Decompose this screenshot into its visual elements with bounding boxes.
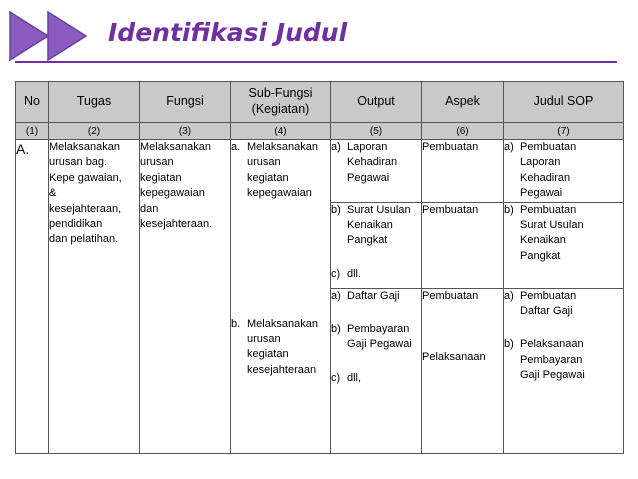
- text-line: Kenaikan: [520, 234, 566, 247]
- sop-table: [15, 81, 624, 454]
- text-line: Pegawai: [520, 187, 563, 200]
- list-marker: b): [331, 203, 341, 216]
- text-line: Pembuatan: [520, 289, 577, 302]
- text-line: dll.: [347, 267, 362, 280]
- col-number: (5): [331, 123, 422, 140]
- list-item: [504, 337, 623, 383]
- text-line: urusan bag.: [49, 156, 108, 169]
- page-title: Identifikasi Judul: [108, 18, 348, 47]
- aspek-value: Pembuatan: [422, 289, 479, 302]
- text-line: urusan: [140, 156, 174, 169]
- text-line: kegiatan: [140, 171, 182, 184]
- text-line: Surat Usulan: [520, 218, 584, 231]
- cell-aspek: [422, 140, 504, 203]
- header-row: [16, 82, 624, 123]
- cell-output: [331, 140, 422, 203]
- header-aspek: Aspek: [422, 82, 504, 123]
- cell-judul-sop: [504, 288, 624, 453]
- cell-tugas: [49, 140, 140, 454]
- list-marker: a): [331, 289, 341, 302]
- text-line: Laporan: [347, 141, 388, 153]
- text-line: Daftar Gaji: [520, 304, 573, 317]
- cell-no: A.: [16, 140, 49, 454]
- list-item: [331, 289, 421, 304]
- text-line: kegiatan: [247, 171, 289, 184]
- list-item: [331, 140, 421, 186]
- text-line: Pembayaran: [347, 322, 410, 335]
- text-line: dan pelatihan.: [49, 233, 119, 246]
- col-number: (4): [231, 123, 331, 140]
- header-tugas: Tugas: [49, 82, 140, 123]
- subfungsi-item-b: b. Melaksanakan urusan kegiatan kesejahteraan: [231, 317, 330, 379]
- text-line: urusan: [247, 156, 281, 169]
- cell-fungsi: [140, 140, 231, 454]
- text-line: Laporan: [520, 156, 561, 169]
- list-marker: a): [331, 141, 341, 153]
- text-line: urusan: [247, 332, 281, 345]
- text-line: dll,: [347, 371, 362, 384]
- cell-judul-sop: [504, 202, 624, 288]
- text-line: Pembayaran: [520, 353, 583, 366]
- text-line: Kehadiran: [520, 171, 571, 184]
- text-line: Melaksanakan: [49, 141, 120, 153]
- text-line: Pangkat: [520, 249, 561, 262]
- cell-judul-sop: [504, 140, 624, 203]
- col-number: (1): [16, 123, 49, 140]
- header-no: No: [16, 82, 49, 123]
- subfungsi-item-a: a. Melaksanakan urusan kegiatan kepegawaian: [231, 140, 330, 202]
- list-item: [504, 289, 623, 320]
- text-line: Gaji Pegawai: [347, 338, 412, 351]
- cell-subfungsi: [231, 140, 331, 454]
- text-line: kegiatan: [247, 348, 289, 361]
- table-row: [16, 140, 624, 203]
- text-line: Pelaksanaan: [520, 338, 584, 351]
- col-number: (6): [422, 123, 504, 140]
- text-line: Daftar Gaji: [347, 289, 400, 302]
- column-number-row: [16, 123, 624, 140]
- list-marker: a): [504, 141, 514, 153]
- header-output: Output: [331, 82, 422, 123]
- text-line: Kehadiran: [347, 156, 398, 169]
- text-line: Melaksanakan: [140, 141, 211, 153]
- text-line: kesejahteraan.: [140, 217, 213, 230]
- list-marker: b): [331, 322, 341, 335]
- list-marker: c): [331, 371, 341, 384]
- header-subfungsi: Sub-Fungsi (Kegiatan): [231, 82, 331, 123]
- cell-output: [331, 202, 422, 288]
- list-item: [504, 203, 623, 265]
- col-number: (2): [49, 123, 140, 140]
- text-line: Gaji Pegawai: [520, 369, 585, 382]
- list-item: [331, 267, 421, 282]
- text-line: Pegawai: [347, 171, 390, 184]
- cell-aspek: [422, 202, 504, 288]
- list-marker: b): [504, 338, 514, 351]
- double-chevron-icon: [8, 10, 96, 62]
- text-line: Pembuatan: [520, 141, 577, 153]
- list-item: [331, 371, 421, 386]
- text-line: Kenaikan: [347, 218, 393, 231]
- title-underline: [15, 61, 617, 63]
- list-item: [331, 322, 421, 353]
- aspek-value: Pembuatan: [422, 203, 479, 216]
- list-marker: a): [504, 289, 514, 302]
- text-line: kepegawaian: [140, 187, 205, 200]
- list-item: [331, 203, 421, 249]
- cell-output: [331, 288, 422, 453]
- text-line: Pembuatan: [520, 203, 577, 216]
- text-line: Pangkat: [347, 234, 388, 247]
- header-fungsi: Fungsi: [140, 82, 231, 123]
- aspek-value: Pelaksanaan: [422, 350, 486, 363]
- text-line: Melaksanakan: [247, 141, 318, 153]
- list-marker: b): [504, 203, 514, 216]
- aspek-value: Pembuatan: [422, 141, 479, 153]
- list-item: [504, 140, 623, 202]
- col-number: (3): [140, 123, 231, 140]
- text-line: kepegawaian: [247, 187, 312, 200]
- text-line: Kepe gawaian,: [49, 171, 122, 184]
- text-line: Melaksanakan: [247, 317, 318, 330]
- text-line: Surat Usulan: [347, 203, 411, 216]
- text-line: dan: [140, 202, 159, 215]
- col-number: (7): [504, 123, 624, 140]
- text-line: pendidikan: [49, 217, 103, 230]
- cell-aspek: [422, 288, 504, 453]
- list-marker: c): [331, 267, 341, 280]
- text-line: &: [49, 187, 57, 200]
- header-judul-sop: Judul SOP: [504, 82, 624, 123]
- text-line: kesejahteraan: [247, 363, 317, 376]
- text-line: kesejahteraan,: [49, 202, 122, 215]
